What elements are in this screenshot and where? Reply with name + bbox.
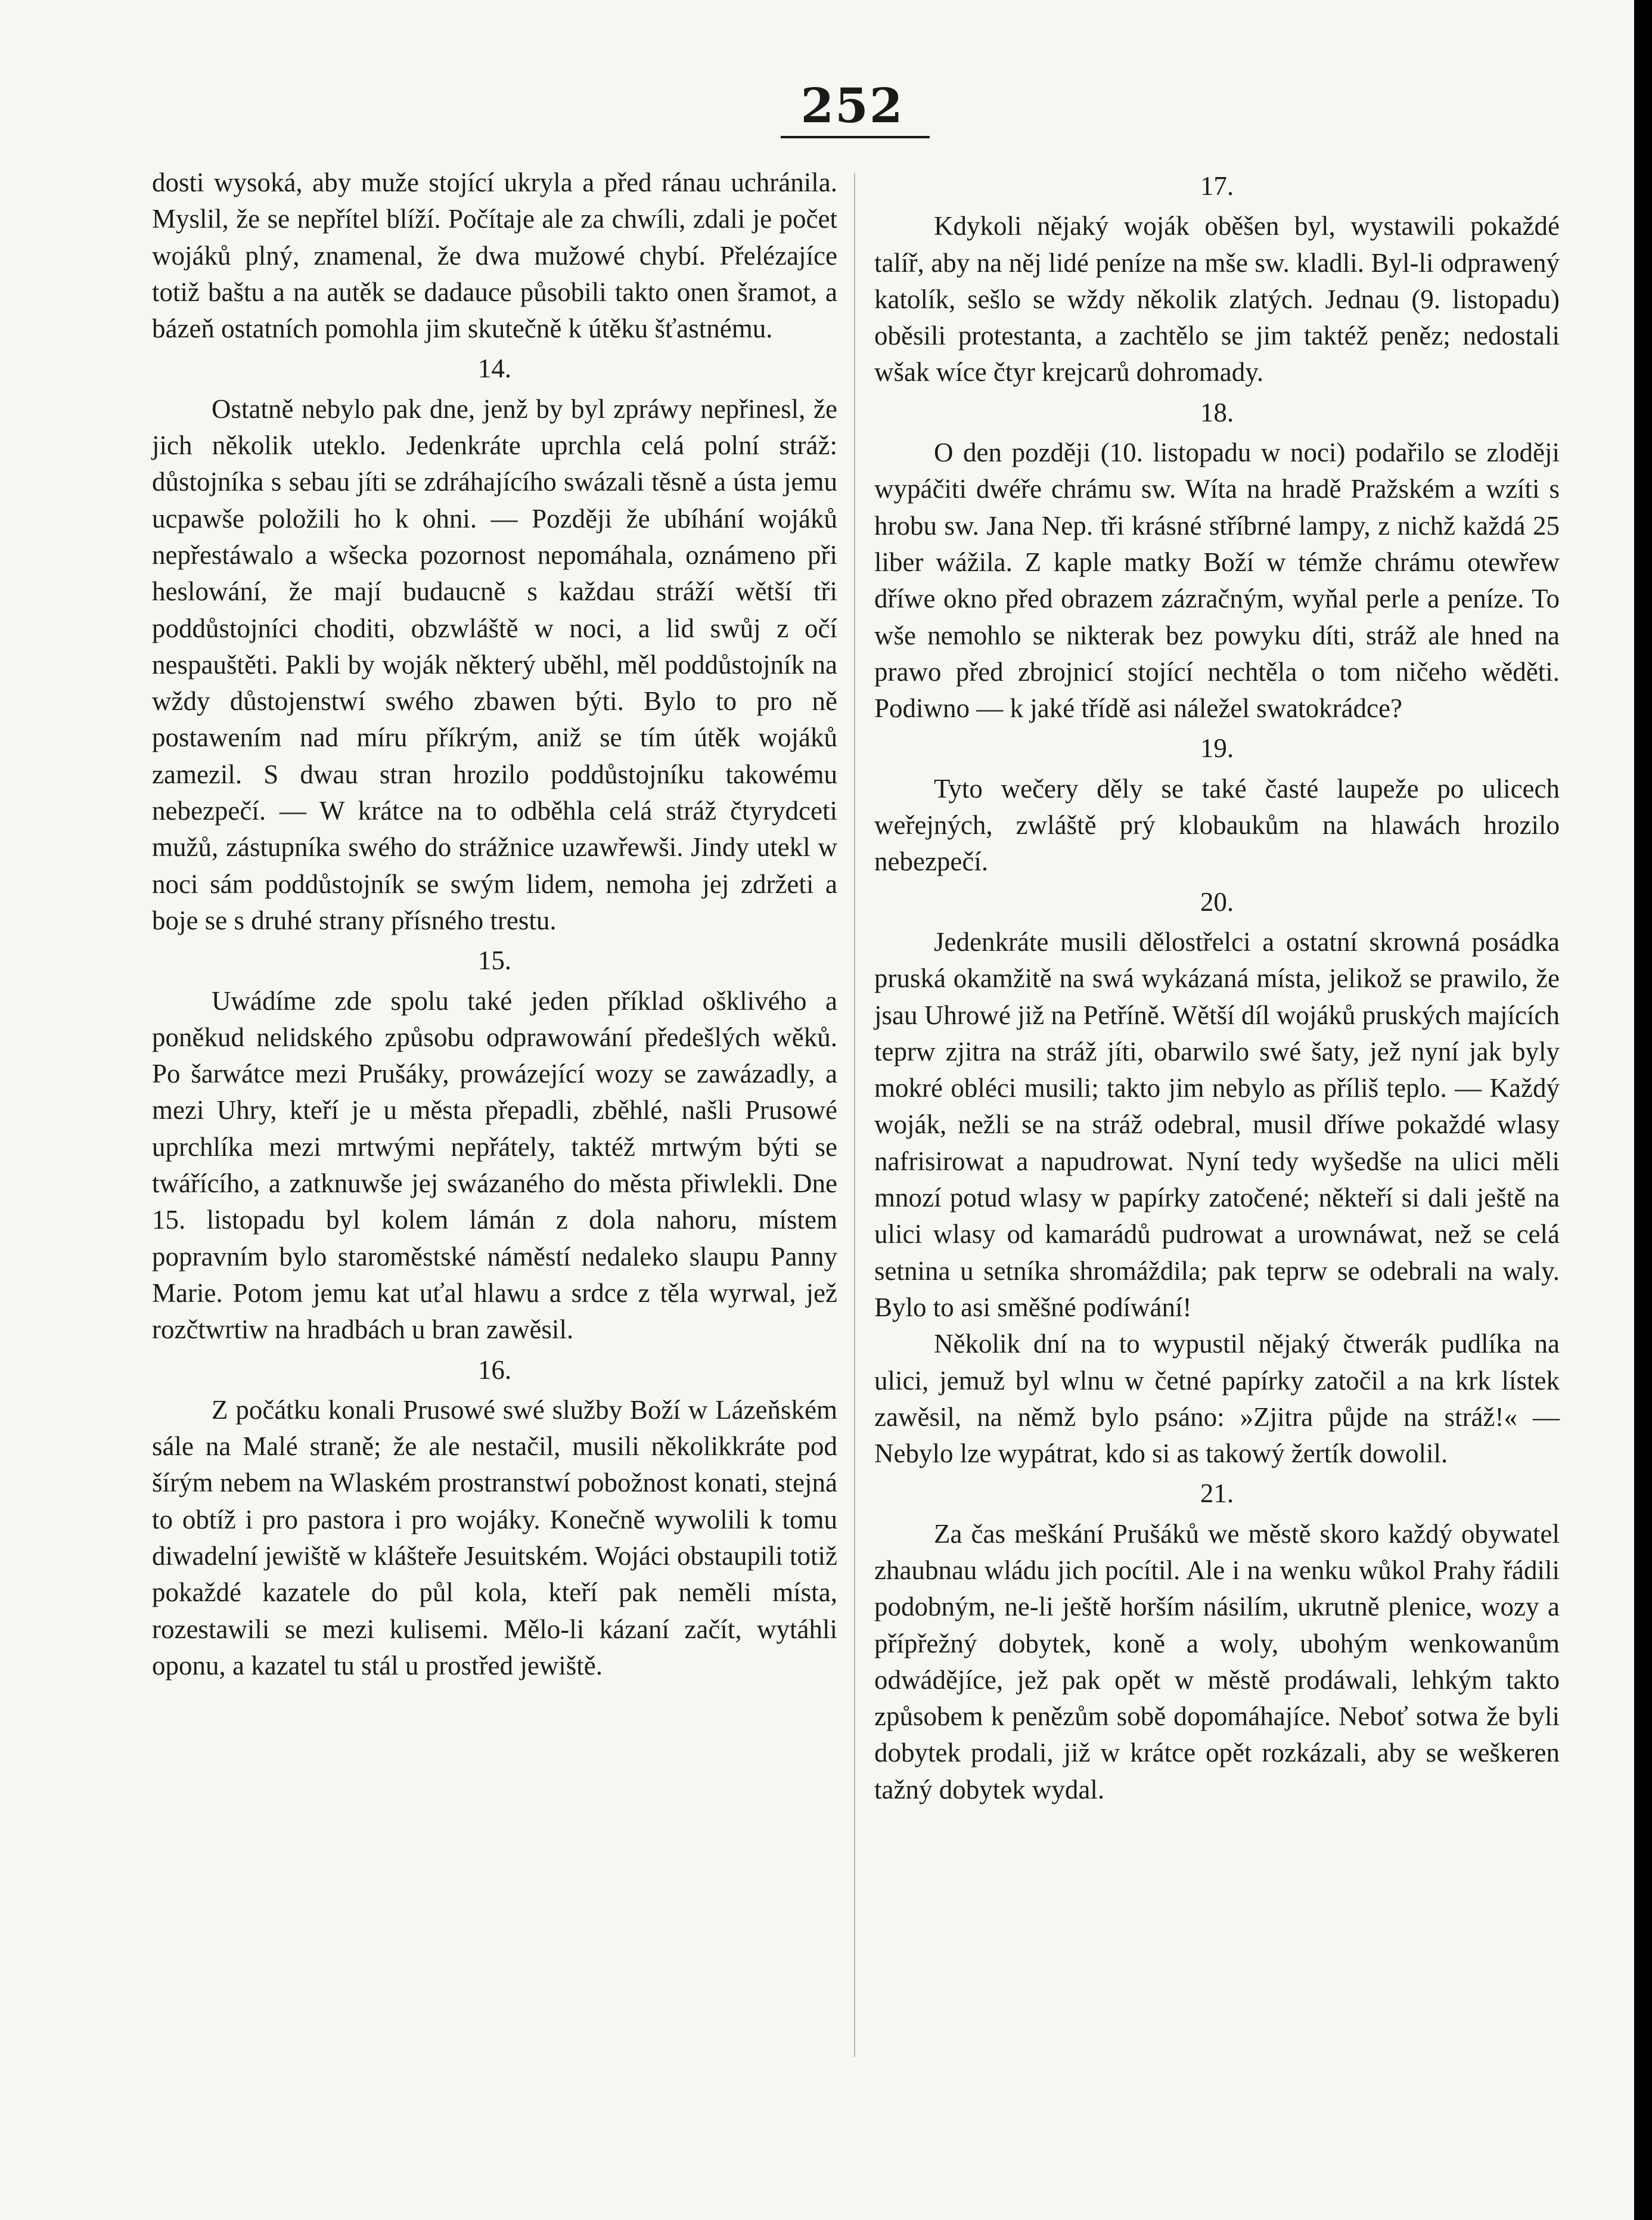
right-column [874,165,1560,1808]
paragraph: O den později (10. listopadu w noci) podařilo se zloději wypáčiti dwéře chrámu sw. Wíta na hradě Pražském a wzíti s hrobu sw. Jana Nep. tři krásné stříbrné lampy, z nichž každá 25 liber wážila. Z kaple matky Boží w témže chrámu otewřew dříwe okno před obrazem zázračným, wyňal perle a peníze. To wše nemohlo se nikterak bez powyku díti, stráž ale hned na prawo před zbrojnicí stojící nechtěla o tom ničeho wěděti. Podiwno — k jaké třídě asi náležel swatokrádce? [874,438,1560,724]
section-number: 20. [1200,886,1234,917]
paragraph: Z počátku konali Prusowé swé služby Boží w Lázeňském sále na Malé straně; že ale nestačil, musili několikkráte pod šírým nebem na Wlaském prostranstwí pobožnost konati, stejná to obtíž i pro pastora i pro wojáky. Konečně wywolili k tomu diwadelní jewiště w klášteře Jesuitském. Wojáci obstaupili totiž pokaždé kazatele do půl kola, kteří pak neměli místa, rozestawili se mezi kulisemi. Mělo-li kázaní začít, wytáhli oponu, a kazatel tu stál u prostřed jewiště. [152,1394,837,1680]
page-number: 252 [800,77,904,134]
section-number: 17. [1200,171,1234,201]
paragraph: Uwádíme zde spolu také jeden příklad ošklivého a poněkud nelidského způsobu odprawowání předešlých wěků. Po šarwátce mezi Prušáky, prowázející wozy se zawázadly, a mezi Uhry, kteří je u města přepadli, zběhlé, našli Prusowé uprchlíka mezi mrtwými nepřátely, taktéž mrtwým býti se twářícího, a zatknuwše jej swázaného do města přiwlekli. Dne 15. listopadu byl kolem lámán z dola nahoru, místem popravním bylo staroměstské náměstí nedaleko slaupu Panny Marie. Potom jemu kat uťal hlawu a srdce z těla wyrwal, jež rozčtwrtiw na hradbách u bran zawěsil. [152,985,837,1345]
left-column [152,165,837,1684]
section-number: 14. [477,354,512,384]
paragraph: Kdykoli nějaký woják oběšen byl, wystawili pokaždé talíř, aby na něj lidé peníze na mše sw. kladli. Byl-li odprawený katolík, sešlo se wždy několik zlatých. Jednau (9. listopadu) oběsili protestanta, a zachtělo se jim taktéž peněz; nedostali wšak wíce čtyr krejcarů dohromady. [874,211,1560,387]
paragraph: Ostatně nebylo pak dne, jenž by byl zpráwy nepřinesl, že jich několik uteklo. Jedenkráte uprchla celá polní stráž: důstojníka s sebau jíti se zdráhajícího swázali těsně a ústa jemu ucpawše položili ho k ohni. — Později že ubíhání wojáků nepřestáwalo a wšecka pozornost nepomáhala, oznámeno při heslowání, že mají budaucně s každau stráží wětší tři poddůstojníci choditi, obzwláště w noci, a lid swůj z očí nespauštěti. Pakli by woják některý uběhl, měl poddůstojník na wždy důstojenstwí swého zbawen býti. Bylo to pro ně postawením nad míru příkrým, aniž se tím útěk wojáků zamezil. S dwau stran hrozilo poddůstojníku takowému nebezpečí. — W krátce na to odběhla celá stráž čtyrydceti mužů, zástupníka swého do strážnice uzawřewši. Jindy utekl w noci sám poddůstojník se swým lidem, nemoha jej zdržeti a boje se s druhé strany přísného trestu. [152,393,837,935]
section-number: 21. [1200,1478,1234,1509]
column-divider [854,173,855,2057]
section-number: 19. [1200,733,1234,764]
paragraph: Jedenkráte musili dělostřelci a ostatní skrowná posádka pruská okamžitě na swá wykázaná místa, jelikož se prawilo, že jsau Uhrowé již na Petříně. Wětší díl wojáků pruských majících teprw zjitra na stráž jíti, obarwilo swé šaty, jež nyní jak byly mokré obléci musili; takto jim nebylo as příliš teplo. — Každý woják, nežli se na stráž odebral, musil dříwe pokaždé wlasy nafrisirowat a napudrowat. Nyní tedy wyšedše na ulici měli mnozí potud wlasy w papírky zatočené; někteří si dali ještě na ulici wlasy od kamarádů pudrowat a urownáwat, než se celá setnina u setníka shromáždila; pak teprw se odebrali na waly. Bylo to asi směšné podíwání! [874,926,1560,1322]
section-number: 18. [1200,397,1234,427]
header-rule [781,136,930,138]
paragraph: dosti wysoká, aby muže stojící ukryla a před ránau uchránila. Myslil, že se nepřítel blíží. Počítaje ale za chwíli, zdali je počet wojáků plný, znamenal, že dwa mužowé chybí. Přelézajíce totiž baštu a na autěk se dadauce působili takto onen šramot, a bázeň ostatních pomohla jim skutečně k útěku šťastnému. [152,168,837,344]
paragraph: Tyto wečery děly se také časté laupeže po ulicech weřejných, zwláště prý klobaukům na hlawách hrozilo nebezpečí. [874,773,1560,877]
section-number: 15. [477,945,512,976]
section-number: 16. [477,1354,512,1385]
paragraph: Za čas meškání Prušáků we městě skoro každý obywatel zhaubnau wládu jich pocítil. Ale i na wenku wůkol Prahy řádili podobným, ne-li ještě horším násilím, ukrutně plenice, wozy a přípřežný dobytek, koně a woly, ubohým wenkowanům odwádějíce, jež pak opět w městě prodáwali, lehkým takto způsobem k penězům sobě dopomáhajíce. Neboť sotwa že byli dobytek prodali, již w krátce opět rozkázali, aby se weškeren tažný dobytek wydal. [874,1518,1560,1804]
paragraph: Několik dní na to wypustil nějaký čtwerák pudlíka na ulici, jemuž byl wlnu w četné papírky zatočil a na krk lístek zawěsil, na němž bylo psáno: »Zjitra půjde na stráž!« — Nebylo lze wypátrat, kdo si as takowý žertík dowolil. [874,1329,1560,1469]
